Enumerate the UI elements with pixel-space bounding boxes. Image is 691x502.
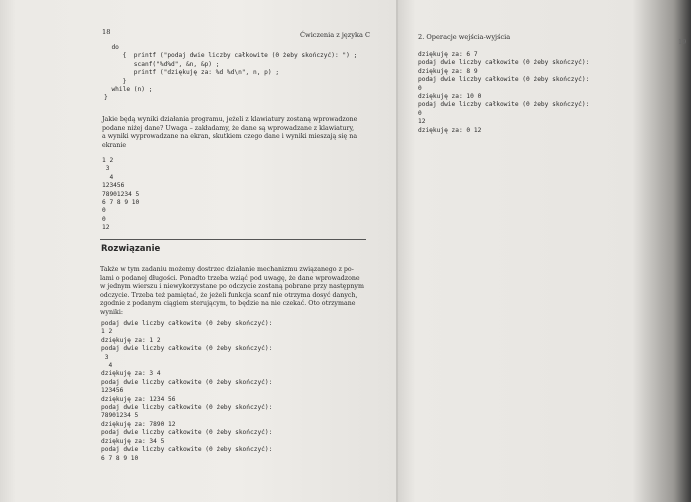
question-text: Jakie będą wyniki działania programu, jeżeli z klawiatury zostaną wprowadzone podane niżej dane? Uwaga – zakładamy, że dane są wprowadzane z klawiatury, a wyniki wyprowadzane na ekran, skutkiem czego dane i wyniki mieszają się na ekranie bbox=[102, 116, 358, 149]
page-number-left: 18 bbox=[102, 28, 111, 36]
running-header-left: Ćwiczenia z języka C bbox=[300, 31, 371, 39]
program-output: podaj dwie liczby całkowite (0 żeby skończyć): 1 2 dziękuję za: 1 2 podaj dwie liczby całkowite (0 żeby skończyć): 3 4 dziękuję za: 3 4 podaj dwie liczby całkowite (0 żeby skończyć): 123456 dziękuję za: 1234 56 podaj dwie liczby całkowite (0 żeby skończyć): 78901234 5 dziękuję za: 7890 12 podaj dwie liczby całkowite (0 żeby skończyć): dziękuję za: 34 5 podaj dwie liczby całkowite (0 żeby skończyć): 6 7 8 9 10 bbox=[101, 320, 273, 462]
right-page bbox=[398, 0, 691, 502]
solution-text: Także w tym zadaniu możemy dostrzec działanie mechanizmu związanego z po- lami o podanej długości. Ponadto trzeba wziąć pod uwagę, że dane wprowadzone w jednym wierszu i niewykorzystane po odczycie zostaną pobrane przy następnym odczycie. Trzeba też pamiętać, że jeżeli funkcja scanf nie otrzyma dosyć danych, zgodnie z podanym ciągiem sterującym, to będzie na nie czekać. Oto otrzymane wyniki: bbox=[100, 266, 364, 316]
code-listing: do { printf ("podaj dwie liczby całkowite (0 żeby skończyć): ") ; scanf("%d%d", &n, &p) ; printf ("dziękuję za: %d %d\n", n, p) ; } while (n) ; } bbox=[104, 44, 358, 102]
section-rule-top bbox=[100, 239, 366, 240]
program-output-continued: dziękuję za: 6 7 podaj dwie liczby całkowite (0 żeby skończyć): dziękuję za: 8 9 podaj dwie liczby całkowite (0 żeby skończyć): 0 dziękuję za: 10 0 podaj dwie liczby całkowite (0 żeby skończyć): 0 12 dziękuję za: 0 12 bbox=[418, 51, 590, 134]
section-title: Rozwiązanie bbox=[101, 244, 161, 254]
page-number-right: 19 bbox=[678, 38, 687, 46]
input-data: 1 2 3 4 123456 78901234 5 6 7 8 9 10 0 0 12 bbox=[102, 157, 140, 232]
running-header-right: 2. Operacje wejścia-wyjścia bbox=[418, 33, 511, 41]
